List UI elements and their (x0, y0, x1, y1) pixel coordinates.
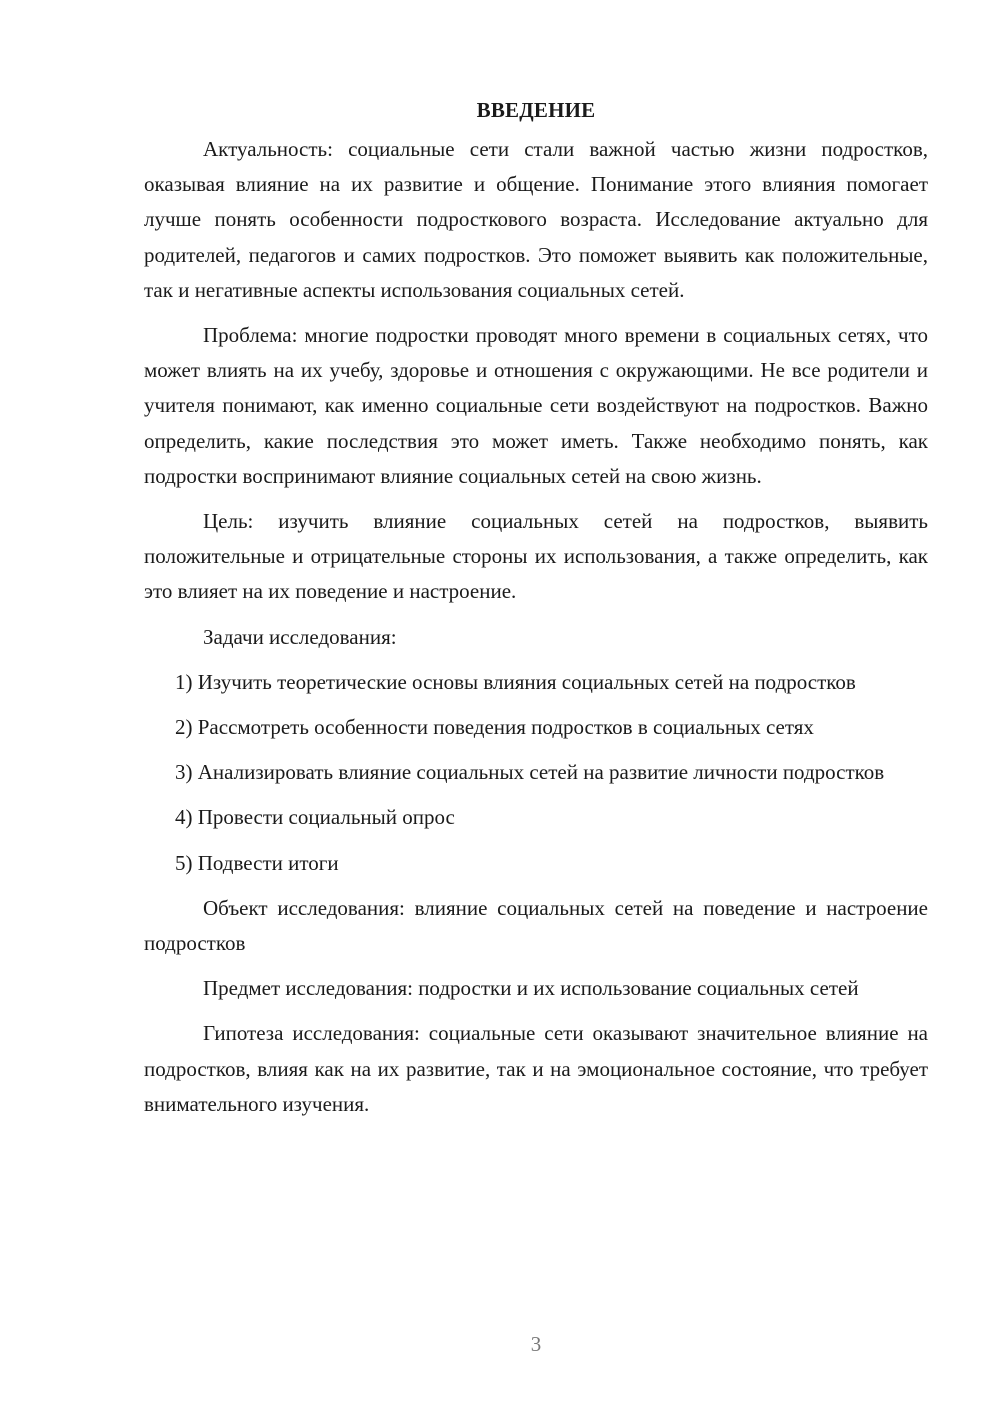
subject-paragraph: Предмет исследования: подростки и их использование социальных сетей (203, 976, 859, 1001)
problem-paragraph: Проблема: многие подростки проводят много времени в социальных сетях, что может влиять на их учебу, здоровье и отношения с окружающими. Не все родители и учителя понимают, как именно социальные сети воздействуют на подростков. Важно определить, какие последствия это может иметь. Также необходимо понять, как подростки воспринимают влияние социальных сетей на свою жизнь. (144, 323, 928, 488)
task-item: 4) Провести социальный опрос (175, 805, 455, 830)
document-page (144, 88, 928, 1132)
task-item: 2) Рассмотреть особенности поведения подростков в социальных сетях (175, 715, 814, 740)
goal-paragraph: Цель: изучить влияние социальных сетей на подростков, выявить положительные и отрицательные стороны их использования, а также определить, как это влияет на их поведение и настроение. (144, 509, 928, 604)
hypothesis-paragraph: Гипотеза исследования: социальные сети оказывают значительное влияние на подростков, влияя как на их развитие, так и на эмоциональное состояние, что требует внимательного изучения. (144, 1021, 928, 1116)
relevance-paragraph: Актуальность: социальные сети стали важной частью жизни подростков, оказывая влияние на их развитие и общение. Понимание этого влияния помогает лучше понять особенности подросткового возраста. Исследование актуально для родителей, педагогов и самих подростков. Это поможет выявить как положительные, так и негативные аспекты использования социальных сетей. (144, 137, 928, 302)
section-title: ВВЕДЕНИЕ (476, 98, 596, 122)
page-number: 3 (530, 1332, 542, 1356)
task-item: 3) Анализировать влияние социальных сетей на развитие личности подростков (175, 760, 885, 785)
task-item: 1) Изучить теоретические основы влияния социальных сетей на подростков (175, 669, 856, 694)
object-paragraph: Объект исследования: влияние социальных сетей на поведение и настроение подростков (144, 895, 928, 956)
task-item: 5) Подвести итоги (175, 850, 339, 875)
tasks-heading: Задачи исследования: (203, 624, 397, 649)
